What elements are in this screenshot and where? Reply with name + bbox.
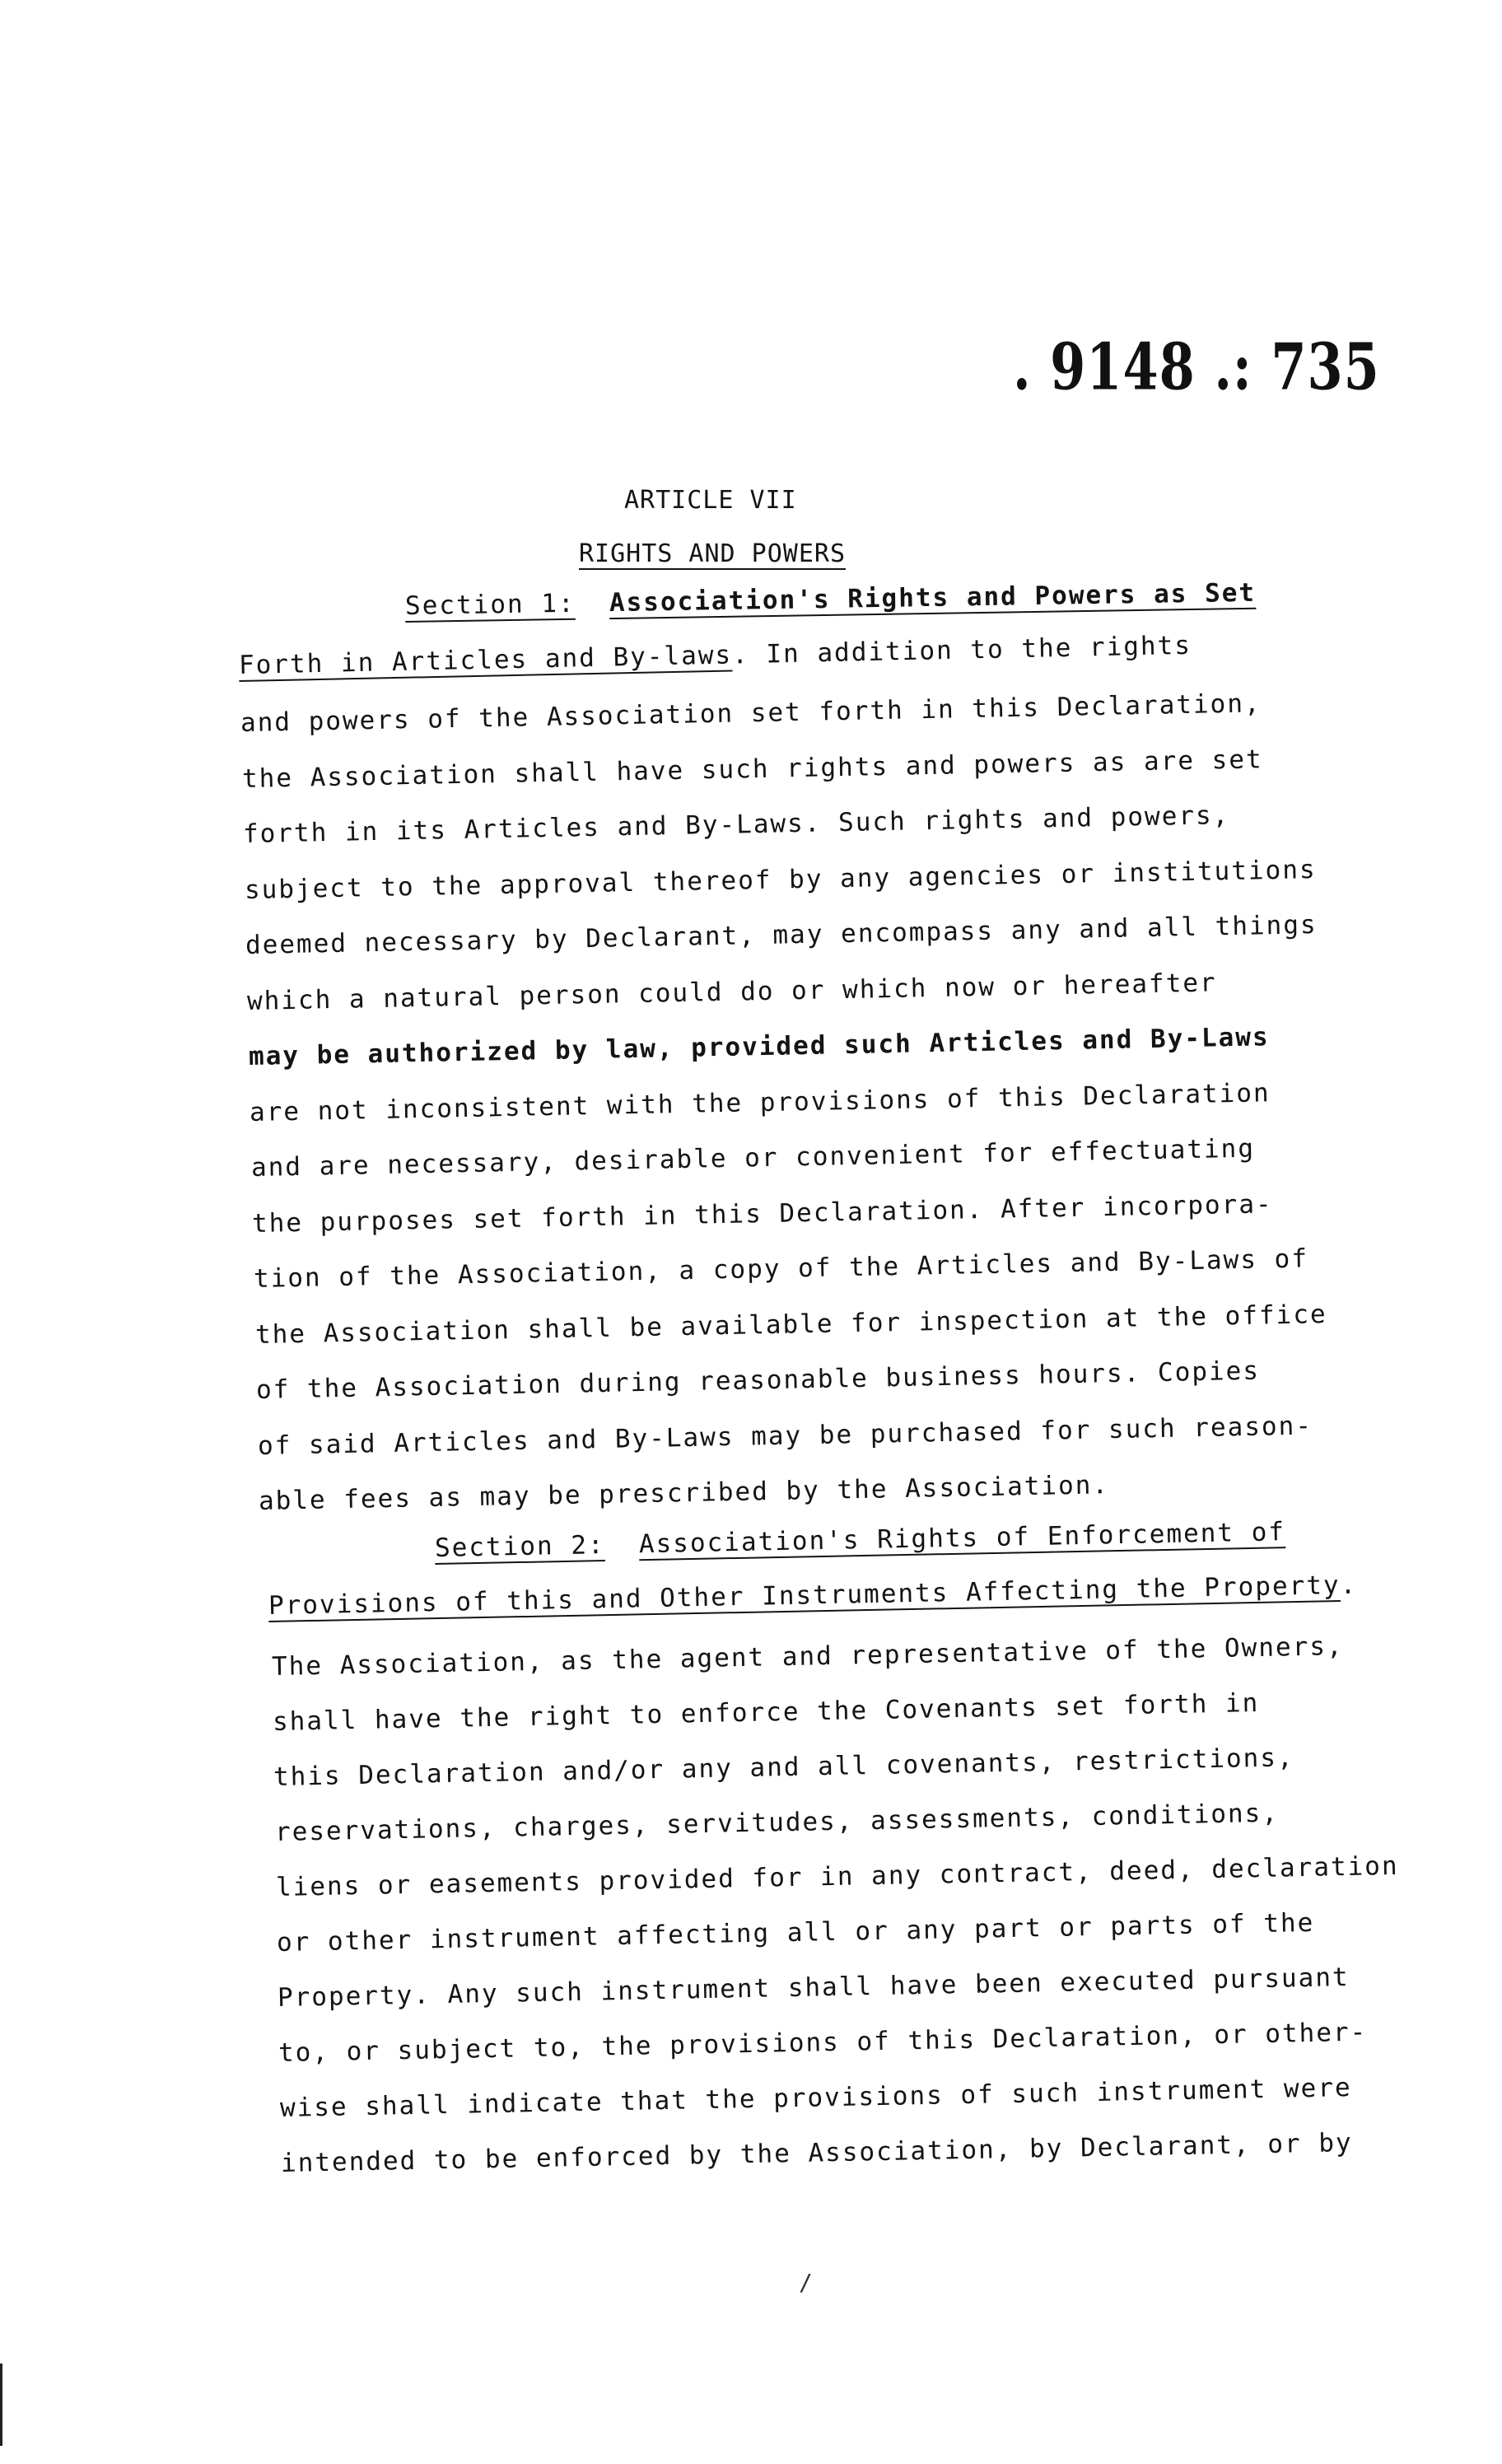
section1-body-line: may be authorized by law, provided such Articles and By-Laws [248,1022,1270,1071]
section1-body-line: able fees as may be prescribed by the Association. [259,1470,1110,1516]
section2-body-line: intended to be enforced by the Association, by Declarant, or by [280,2128,1353,2178]
section2-body-line: The Association, as the agent and representative of the Owners, [271,1631,1344,1682]
recording-stamp: . 9148 .: 735 [1013,329,1380,405]
section2-body-line: wise shall indicate that the provisions of such instrument were [279,2073,1352,2123]
footer-mark: / [799,2269,813,2296]
section2-body-line: this Declaration and/or any and all covenants, restrictions, [273,1743,1295,1792]
section1-body-line: the Association shall be available for inspection at the office [254,1299,1327,1350]
section1-title-part2: Forth in Articles and By-laws [238,640,733,680]
section2-body-line: shall have the right to enforce the Covenants set forth in [272,1687,1260,1737]
section2-line-1 [268,1570,1358,1621]
section1-body-line: the purposes set forth in this Declaration. After incorpora- [252,1188,1274,1239]
section2-header [435,1517,1286,1563]
section1-body-line: are not inconsistent with the provisions of this Declaration [249,1077,1271,1127]
section2-body-line: Property. Any such instrument shall have been executed pursuant [277,1962,1350,2013]
article-subtitle: RIGHTS AND POWERS [579,539,847,568]
section2-body-line: liens or easements provided for in any contract, deed, declaration [275,1850,1399,1902]
section1-body-line: and powers of the Association set forth in this Declaration, [240,688,1262,738]
section2-label: Section 2: [434,1530,605,1563]
section1-body-line: the Association shall have such rights and powers as are set [241,744,1263,794]
section2-body-line: or other instrument affecting all or any part or parts of the [276,1907,1315,1958]
section1-body-line: forth in its Articles and By-Laws. Such rights and powers, [242,800,1230,849]
article-title: ARTICLE VII [624,486,797,515]
section2-title-part1: Association's Rights of Enforcement of [638,1517,1286,1560]
section1-body-line: deemed necessary by Declarant, may encompass any and all things [245,910,1318,960]
section1-label: Section 1: [404,588,576,621]
section1-body-line: and are necessary, desirable or convenient for effectuating [250,1133,1256,1183]
scan-edge [0,2364,2,2446]
section2-body-line: to, or subject to, the provisions of this Declaration, or other- [278,2017,1368,2068]
section2-title-part2: Provisions of this and Other Instruments Affecting the Property [268,1570,1341,1621]
section2-body-line: reservations, charges, servitudes, assessments, conditions, [274,1798,1279,1847]
section1-body-line: tion of the Association, a copy of the Articles and By-Laws of [253,1244,1309,1294]
section1-body-line: of the Association during reasonable business hours. Copies [255,1356,1261,1405]
section2-line1-rest: . [1340,1570,1358,1601]
section1-title-part1: Association's Rights and Powers as Set [609,577,1257,618]
section1-line-1 [239,631,1192,680]
section1-body-line: which a natural person could do or which now or hereafter [246,967,1217,1016]
section1-body-line: of said Articles and By-Laws may be purchased for such reason- [257,1410,1313,1461]
section1-body-line: subject to the approval thereof by any agencies or institutions [244,854,1317,905]
section1-header [405,578,1257,621]
section1-line1-rest: . In addition to the rights [731,630,1192,670]
